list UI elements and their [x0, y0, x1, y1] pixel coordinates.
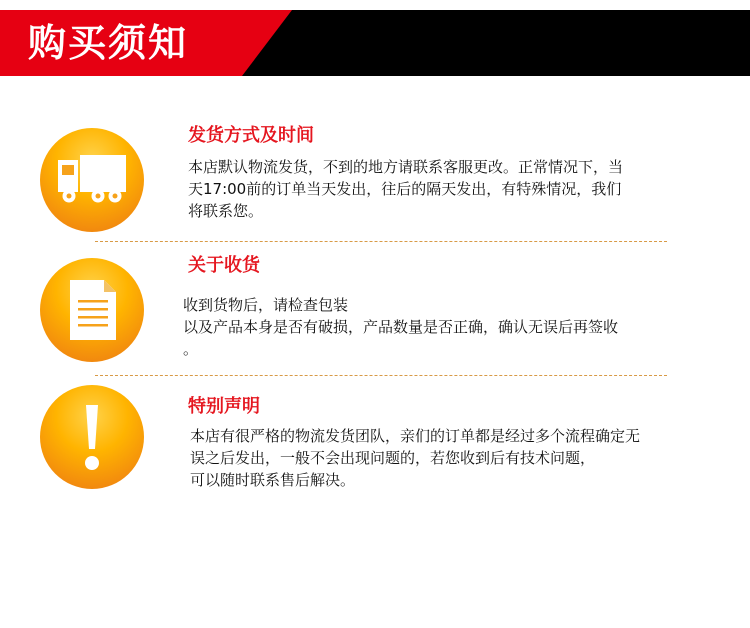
body-line: 。: [183, 340, 199, 358]
truck-icon: [40, 128, 144, 232]
header-banner: [0, 10, 750, 76]
body-line: 本店默认物流发货，不到的地方请联系客服更改。正常情况下，当: [188, 158, 624, 176]
body-line: 可以随时联系售后解决。: [190, 471, 356, 489]
document-icon: [40, 258, 144, 362]
section-body-shipping: [188, 156, 623, 222]
body-line: 以及产品本身是否有破损，产品数量是否正确，确认无误后再签收: [183, 318, 619, 336]
exclamation-icon: [40, 385, 144, 489]
exclamation-icon-circle: [40, 385, 144, 489]
truck-icon-circle: [40, 128, 144, 232]
section-body-receiving: [183, 294, 618, 360]
section-title-shipping: 发货方式及时间: [188, 125, 314, 146]
section-title-receiving: 关于收货: [188, 255, 260, 276]
body-line: 收到货物后，请检查包装: [183, 296, 349, 314]
dashed-divider: [95, 375, 667, 376]
body-line: 天17:00前的订单当天发出，往后的隔天发出，有特殊情况，我们: [188, 180, 622, 198]
body-line: 误之后发出，一般不会出现问题的，若您收到后有技术问题，: [190, 449, 596, 467]
body-line: 将联系您。: [188, 202, 264, 220]
body-line: 本店有很严格的物流发货团队，亲们的订单都是经过多个流程确定无: [190, 427, 641, 445]
page-title: 购买须知: [28, 21, 189, 65]
document-icon-circle: [40, 258, 144, 362]
section-title-notice: 特别声明: [188, 396, 260, 417]
section-body-notice: [190, 425, 640, 491]
dashed-divider: [95, 241, 667, 242]
